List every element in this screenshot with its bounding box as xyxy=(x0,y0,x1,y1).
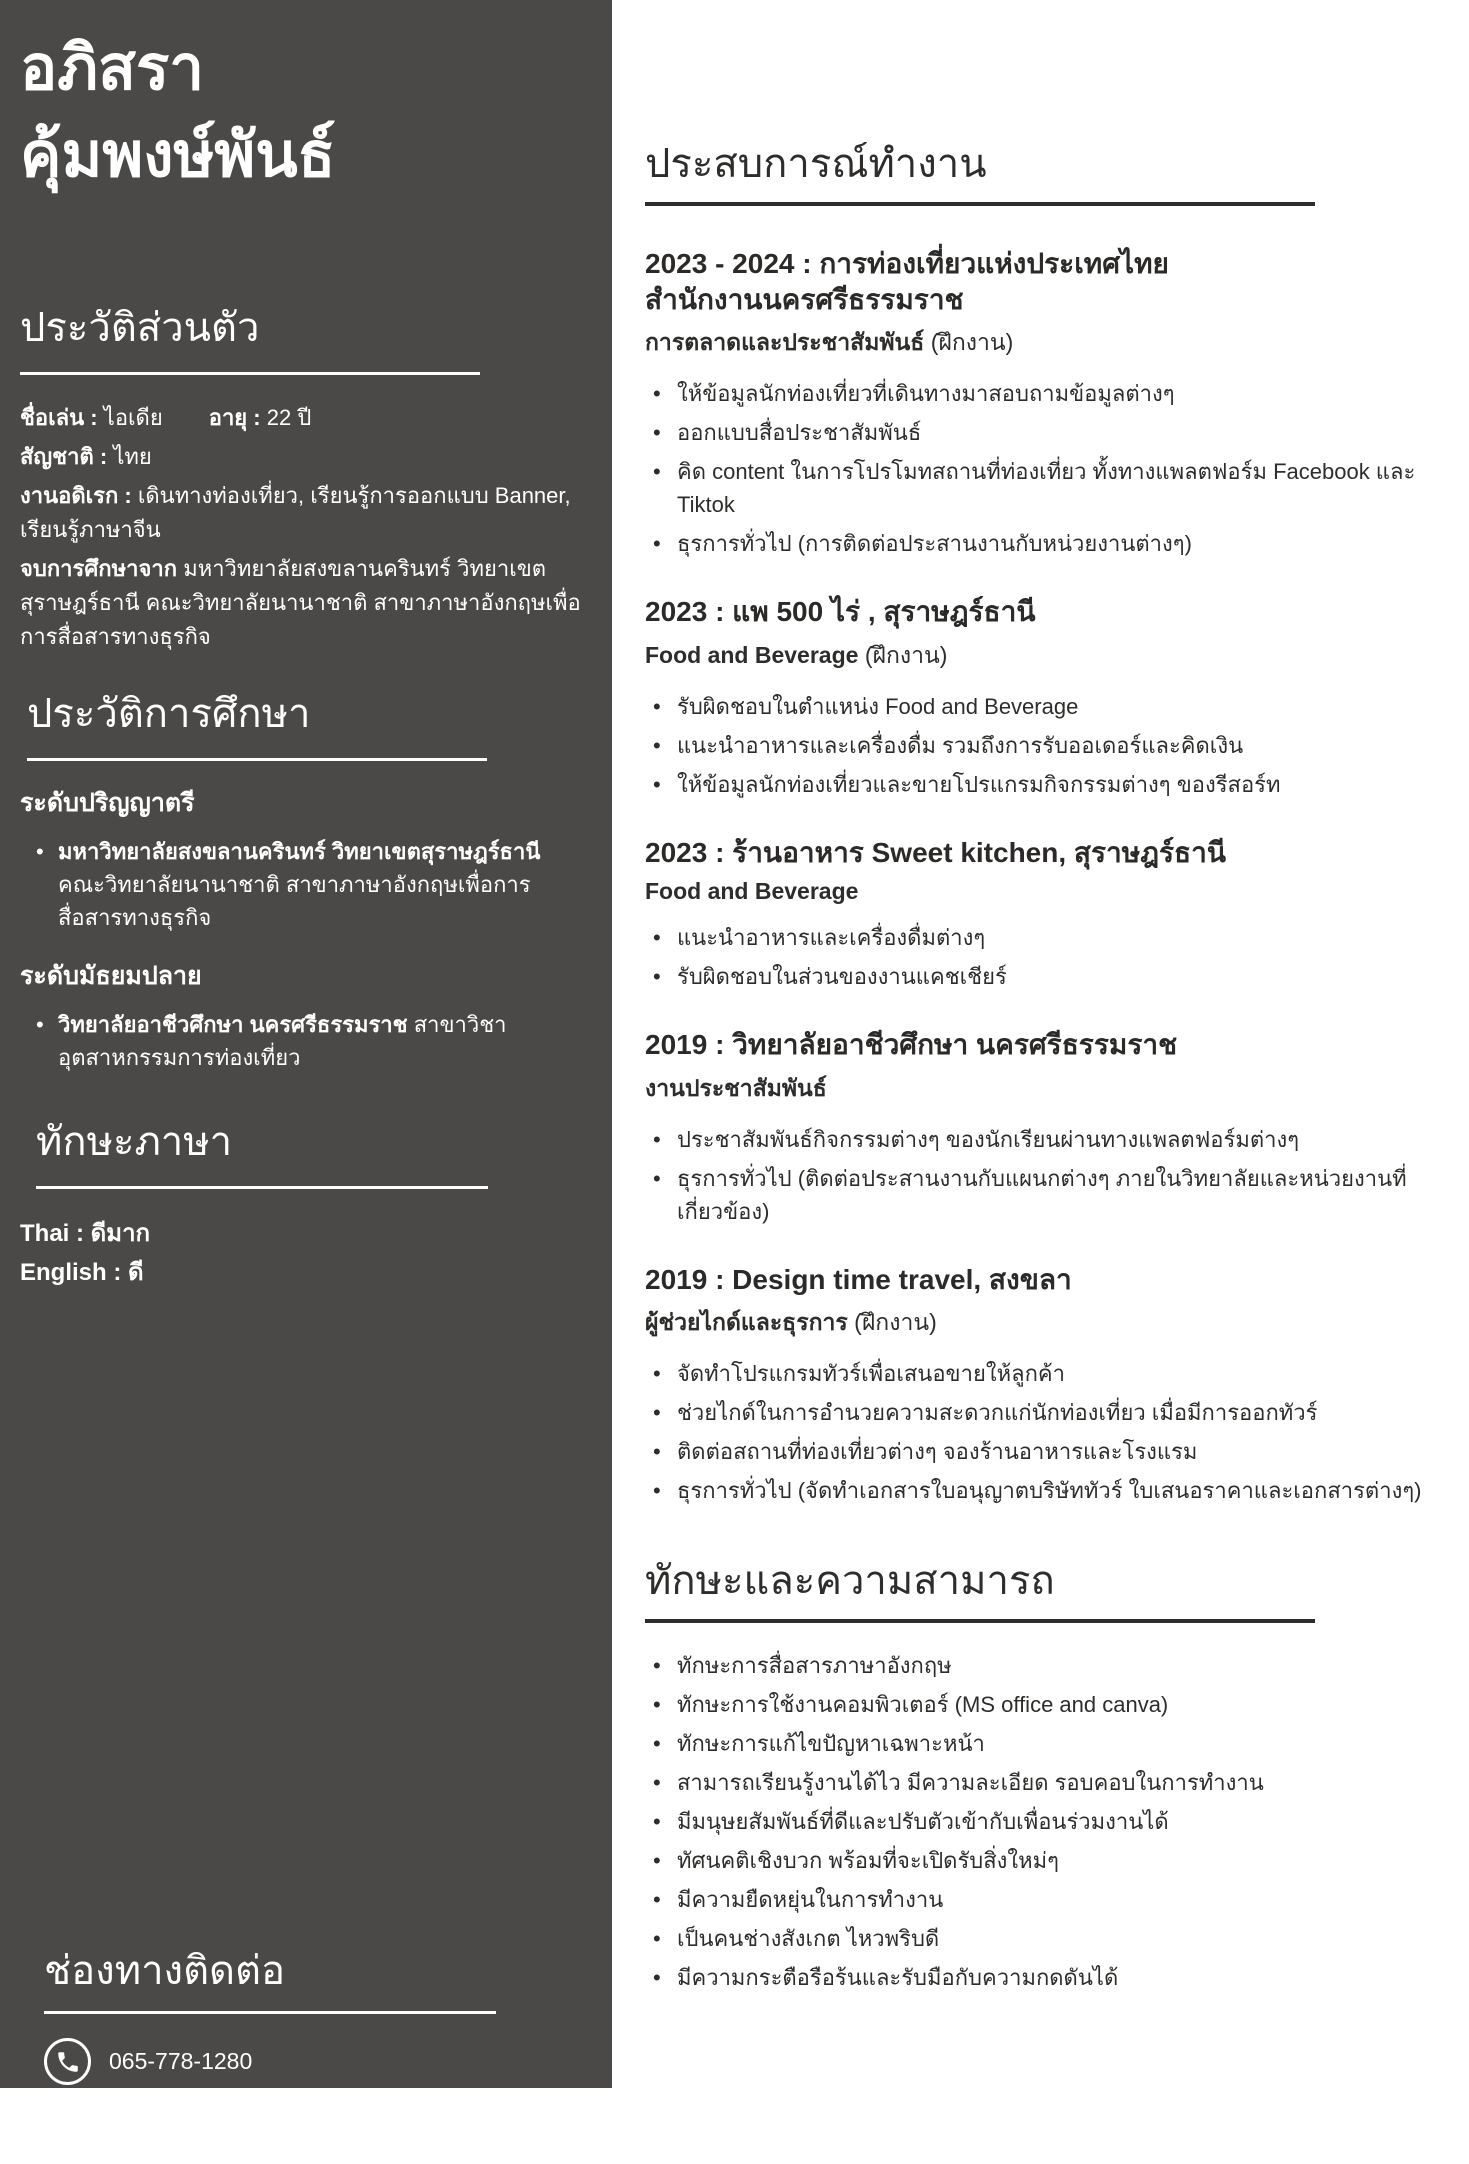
skill-item: • ทักษะการสื่อสารภาษาอังกฤษ xyxy=(645,1649,1445,1682)
job-duty-item: • รับผิดชอบในตำแหน่ง Food and Beverage xyxy=(645,690,1445,723)
experience-title: ประสบการณ์ทำงาน xyxy=(645,142,987,186)
job-role-name: การตลาดและประชาสัมพันธ์ xyxy=(645,329,925,356)
candidate-name xyxy=(20,26,582,200)
language-skills-section xyxy=(20,1118,582,1292)
degree-item xyxy=(20,835,582,934)
personal-profile-body xyxy=(20,401,582,655)
job-duty-item: • ประชาสัมพันธ์กิจกรรมต่างๆ ของนักเรียนผ่านทางแพลตฟอร์มต่างๆ xyxy=(645,1123,1445,1156)
job-title-line1: 2023 : ร้านอาหาร Sweet kitchen, สุราษฎร์ธานี xyxy=(645,836,1226,868)
job-role-note: (ฝึกงาน) xyxy=(864,641,948,668)
job-duty-list xyxy=(645,377,1445,560)
job-entry xyxy=(645,1262,1445,1508)
skill-item: • ทักษะการใช้งานคอมพิวเตอร์ (MS office and canva) xyxy=(645,1688,1445,1721)
job-title-line1: 2019 : วิทยาลัยอาชีวศึกษา นครศรีธรรมราช xyxy=(645,1029,1178,1061)
job-duty-list xyxy=(645,690,1445,801)
job-role-name: Food and Beverage xyxy=(645,641,859,668)
skills-list xyxy=(645,1649,1445,1994)
job-role-name: ผู้ช่วยไกด์และธุรการ xyxy=(645,1309,848,1336)
job-title xyxy=(645,835,1445,871)
job-duty-item: • รับผิดชอบในส่วนของงานแคชเชียร์ xyxy=(645,960,1445,993)
job-title-line2: สำนักงานนครศรีธรรมราช xyxy=(645,283,964,315)
job-role-name: งานประชาสัมพันธ์ xyxy=(645,1074,827,1101)
job-title xyxy=(645,1027,1445,1063)
job-duty-list xyxy=(645,1123,1445,1228)
nationality-value: ไทย xyxy=(113,443,152,469)
degree-school: มหาวิทยาลัยสงขลานครินทร์ วิทยาเขตสุราษฎร์ธานี xyxy=(58,839,541,865)
contact-rows xyxy=(44,2038,564,2148)
personal-profile-title: ประวัติส่วนตัว xyxy=(20,305,260,350)
english-value: ดี xyxy=(128,1258,144,1286)
job-role xyxy=(645,638,1445,674)
job-role xyxy=(645,878,1445,905)
job-duty-item: • ให้ข้อมูลนักท่องเที่ยวและขายโปรแกรมกิจกรรมต่างๆ ของรีสอร์ท xyxy=(645,768,1445,801)
graduated-row xyxy=(20,552,582,654)
job-duty-item: • ให้ข้อมูลนักท่องเที่ยวที่เดินทางมาสอบถามข้อมูลต่างๆ xyxy=(645,377,1445,410)
email-row xyxy=(44,2101,564,2148)
job-role-note: (ฝึกงาน) xyxy=(930,329,1014,356)
personal-profile-section xyxy=(20,304,582,655)
job-title xyxy=(645,246,1445,317)
phone-row xyxy=(44,2038,564,2085)
phone-icon xyxy=(44,2038,91,2085)
job-entry xyxy=(645,594,1445,801)
english-label: English : xyxy=(20,1258,122,1286)
job-role xyxy=(645,1305,1445,1341)
thai-value: ดีมาก xyxy=(90,1220,151,1248)
education-title: ประวัติการศึกษา xyxy=(27,692,311,737)
skill-item: • มีความยืดหยุ่นในการทำงาน xyxy=(645,1883,1445,1916)
section-underline xyxy=(645,202,1315,206)
mail-icon xyxy=(44,2101,91,2148)
hobby-row xyxy=(20,479,582,547)
main-column xyxy=(612,0,1469,2088)
highschool-school: วิทยาลัยอาชีวศึกษา นครศรีธรรมราช xyxy=(58,1012,408,1038)
phone-number: 065-778-1280 xyxy=(109,2048,253,2074)
highschool-item xyxy=(20,1008,582,1074)
age-value: 22 ปี xyxy=(266,404,312,430)
job-title-line1: 2023 : แพ 500 ไร่ , สุราษฎร์ธานี xyxy=(645,596,1036,628)
skill-item: • สามารถเรียนรู้งานได้ไว มีความละเอียด รอบคอบในการทำงาน xyxy=(645,1766,1445,1799)
job-title-line1: 2019 : Design time travel, สงขลา xyxy=(645,1263,1072,1295)
job-entry xyxy=(645,835,1445,994)
job-entry xyxy=(645,246,1445,560)
job-duty-item: • แนะนำอาหารและเครื่องดื่มต่างๆ xyxy=(645,921,1445,954)
job-duty-item: • ธุรการทั่วไป (จัดทำเอกสารใบอนุญาตบริษัททัวร์ ใบเสนอราคาและเอกสารต่างๆ) xyxy=(645,1474,1445,1507)
nationality-label: สัญชาติ : xyxy=(20,443,108,469)
job-title xyxy=(645,1262,1445,1298)
nationality-row xyxy=(20,440,582,474)
skill-item: • มีมนุษยสัมพันธ์ที่ดีและปรับตัวเข้ากับเพื่อนร่วมงานได้ xyxy=(645,1805,1445,1838)
skill-item: • เป็นคนช่างสังเกต ไหวพริบดี xyxy=(645,1922,1445,1955)
graduated-value: มหาวิทยาลัยสงขลานครินทร์ วิทยาเขตสุราษฎร์ธานี คณะวิทยาลัยนานาชาติ สาขาภาษาอังกฤษเพื่อการสื่อสารทางธุรกิจ xyxy=(20,555,581,650)
language-rows xyxy=(20,1215,582,1292)
job-duty-item: • จัดทำโปรแกรมทัวร์เพื่อเสนอขายให้ลูกค้า xyxy=(645,1357,1445,1390)
candidate-last-name: คุ้มพงษ์พันธ์ xyxy=(20,120,336,190)
sidebar xyxy=(0,0,612,2137)
job-title-line1: 2023 - 2024 : การท่องเที่ยวแห่งประเทศไทย xyxy=(645,248,1169,279)
job-duty-list xyxy=(645,921,1445,993)
highschool-list xyxy=(20,1008,582,1074)
education-section xyxy=(20,690,582,1074)
job-duty-item: • ธุรการทั่วไป (ติดต่อประสานงานกับแผนกต่างๆ ภายในวิทยาลัยและหน่วยงานที่เกี่ยวข้อง) xyxy=(645,1162,1445,1228)
degree-detail: คณะวิทยาลัยนานาชาติ สาขาภาษาอังกฤษเพื่อการสื่อสารทางธุรกิจ xyxy=(58,872,531,931)
skill-item: • ทักษะการแก้ไขปัญหาเฉพาะหน้า xyxy=(645,1727,1445,1760)
hobby-label: งานอดิเรก : xyxy=(20,482,132,508)
graduated-label: จบการศึกษาจาก xyxy=(20,555,178,581)
degree-level-heading: ระดับปริญญาตรี xyxy=(20,789,195,818)
contact-title: ช่องทางติดต่อ xyxy=(44,1949,286,1993)
nickname-value: ไอเดีย xyxy=(103,404,163,430)
skills-section xyxy=(645,1557,1445,1994)
skills-title: ทักษะและความสามารถ xyxy=(645,1559,1055,1604)
job-duty-item: • ติดต่อสถานที่ท่องเที่ยวต่างๆ จองร้านอาหารและโรงแรม xyxy=(645,1435,1445,1468)
thai-label: Thai : xyxy=(20,1220,84,1248)
highschool-detail: สาขาวิชา อุตสาหกรรมการท่องเที่ยว xyxy=(58,1012,507,1071)
job-role xyxy=(645,1071,1445,1107)
section-underline xyxy=(36,1186,488,1189)
job-role xyxy=(645,325,1445,361)
job-role-note: (ฝึกงาน) xyxy=(854,1309,937,1336)
skill-item: • มีความกระตือรือร้นและรับมือกับความกดดันได้ xyxy=(645,1961,1445,1994)
job-duty-item: • คิด content ในการโปรโมทสถานที่ท่องเที่ยว ทั้งทางแพลตฟอร์ม Facebook และ Tiktok xyxy=(645,455,1445,521)
section-underline xyxy=(27,758,487,761)
hobby-value: เดินทางท่องเที่ยว, เรียนรู้การออกแบบ Banner, เรียนรู้ภาษาจีน xyxy=(20,482,571,542)
nickname-label: ชื่อเล่น : xyxy=(20,404,98,430)
age-label: อายุ : xyxy=(208,404,261,430)
job-duty-item: • ช่วยไกด์ในการอำนวยความสะดวกแก่นักท่องเที่ยว เมื่อมีการออกทัวร์ xyxy=(645,1396,1445,1429)
english-skill-row xyxy=(20,1254,582,1292)
language-skills-title: ทักษะภาษา xyxy=(36,1120,233,1165)
job-entry xyxy=(645,1027,1445,1228)
job-role-name: Food and Beverage xyxy=(645,878,859,905)
thai-skill-row xyxy=(20,1215,582,1253)
job-title xyxy=(645,594,1445,630)
job-duty-item: • แนะนำอาหารและเครื่องดื่ม รวมถึงการรับออเดอร์และคิดเงิน xyxy=(645,729,1445,762)
job-duty-item: • ธุรการทั่วไป (การติดต่อประสานงานกับหน่วยงานต่างๆ) xyxy=(645,527,1445,560)
section-underline xyxy=(20,372,480,375)
email-address: apitsara10011@gmail.com xyxy=(109,2111,382,2137)
degree-list xyxy=(20,835,582,934)
section-underline xyxy=(44,2011,496,2014)
section-underline xyxy=(645,1619,1315,1623)
contact-section xyxy=(44,1947,564,2164)
nickname-age-row xyxy=(20,401,582,435)
candidate-first-name: อภิสรา xyxy=(20,34,205,103)
skill-item: • ทัศนคติเชิงบวก พร้อมที่จะเปิดรับสิ่งใหม่ๆ xyxy=(645,1844,1445,1877)
job-duty-list xyxy=(645,1357,1445,1507)
highschool-level-heading: ระดับมัธยมปลาย xyxy=(20,962,202,991)
job-duty-item: • ออกแบบสื่อประชาสัมพันธ์ xyxy=(645,416,1445,449)
